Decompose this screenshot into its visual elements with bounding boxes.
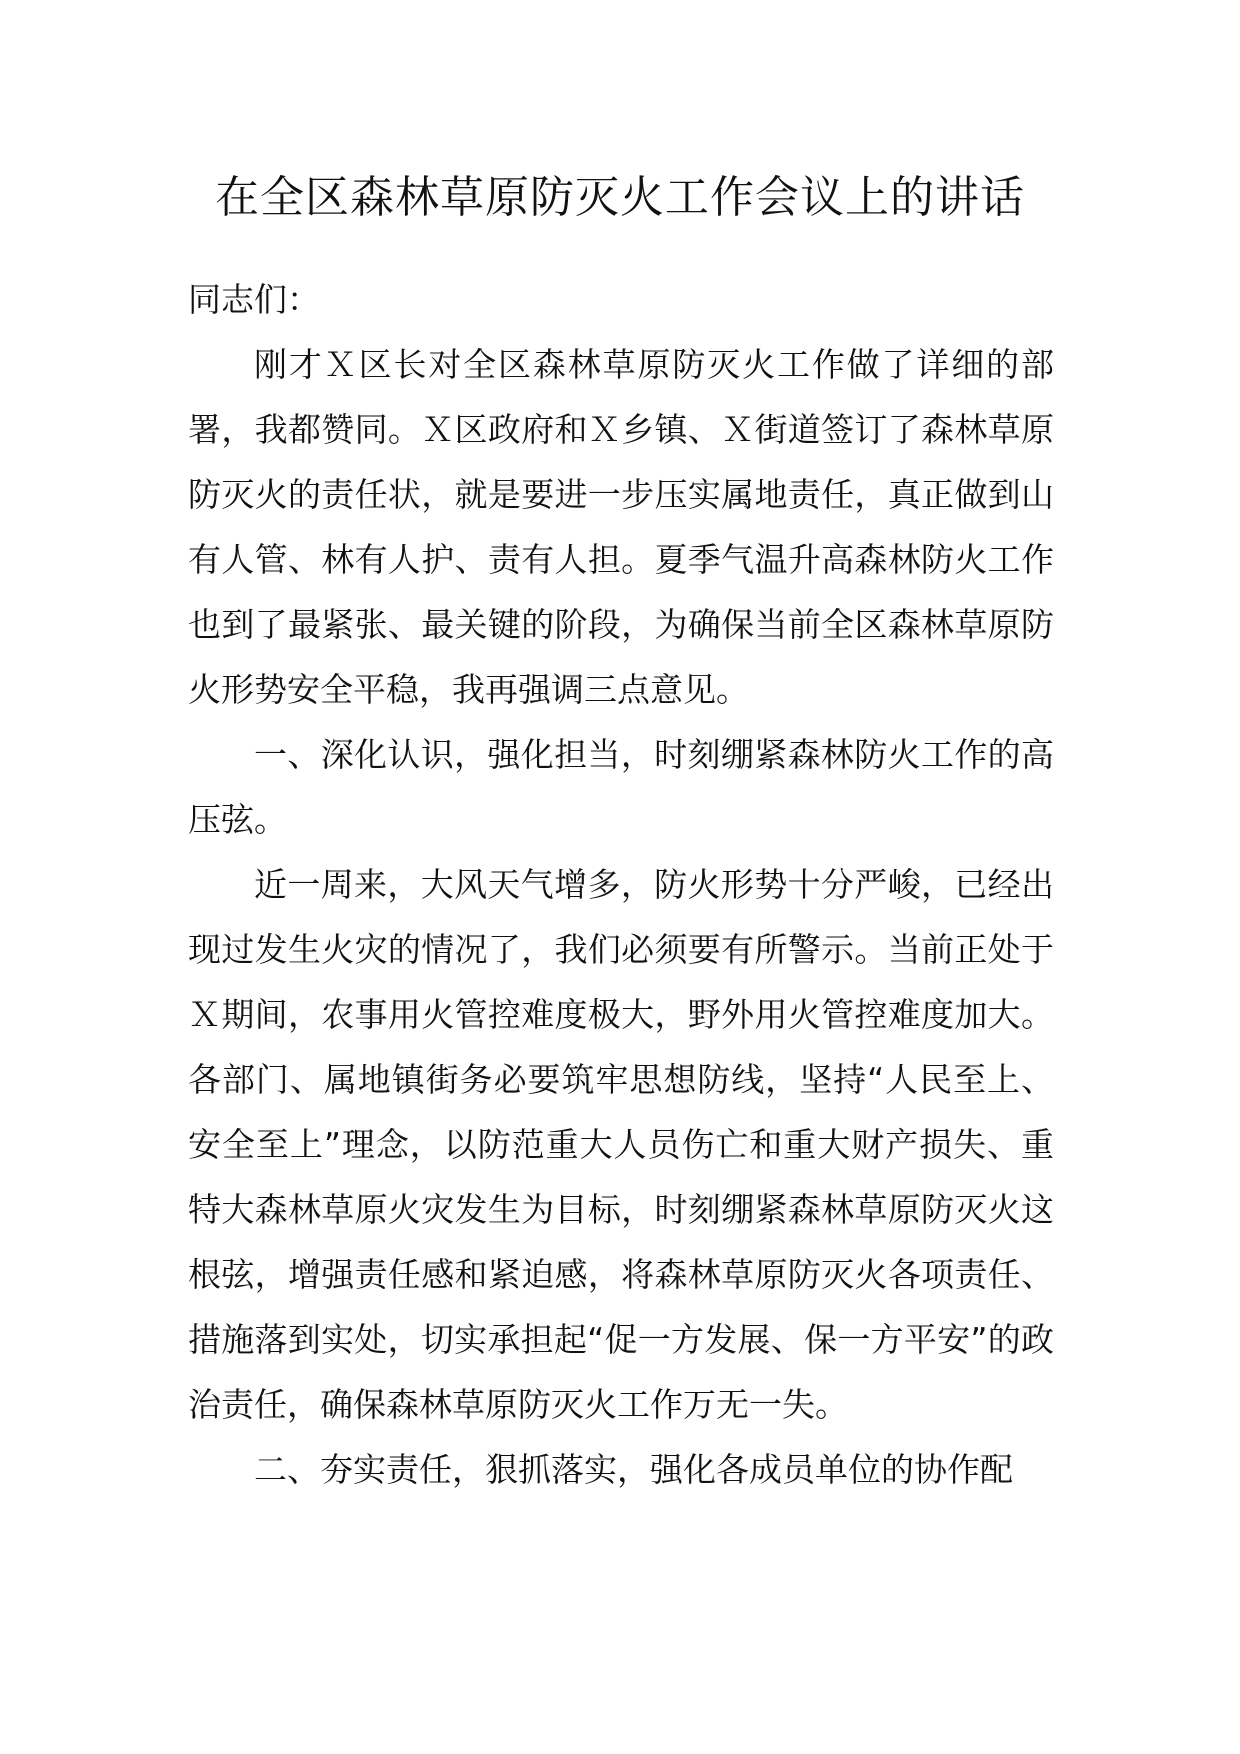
- paragraph-section-1: 近一周来，大风天气增多，防火形势十分严峻，已经出现过发生火灾的情况了，我们必须要有所警示。当前正处于Ｘ期间，农事用火管控难度极大，野外用火管控难度加大。各部门、属地镇街务必要筑牢思想防线，坚持“人民至上、安全至上”理念，以防范重大人员伤亡和重大财产损失、重特大森林草原火灾发生为目标，时刻绷紧森林草原防灭火这根弦，增强责任感和紧迫感，将森林草原防灭火各项责任、措施落到实处，切实承担起“促一方发展、保一方平安”的政治责任，确保森林草原防灭火工作万无一失。: [188, 865, 1054, 1424]
- paragraph-intro: 刚才Ｘ区长对全区森林草原防灭火工作做了详细的部署，我都赞同。Ｘ区政府和Ｘ乡镇、Ｘ街道签订了森林草原防灭火的责任状，就是要进一步压实属地责任，真正做到山有人管、林有人护、责有人担。夏季气温升高森林防火工作也到了最紧张、最关键的阶段，为确保当前全区森林草原防火形势安全平稳，我再强调三点意见。: [188, 345, 1054, 709]
- salutation: 同志们：: [188, 280, 320, 319]
- document-body: [188, 267, 1054, 1502]
- section-heading-2: 二、夯实责任，狠抓落实，强化各成员单位的协作配: [254, 1450, 1013, 1489]
- section-heading-1: 一、深化认识，强化担当，时刻绷紧森林防火工作的高压弦。: [188, 735, 1054, 839]
- document-title: 在全区森林草原防灭火工作会议上的讲话: [215, 172, 1025, 223]
